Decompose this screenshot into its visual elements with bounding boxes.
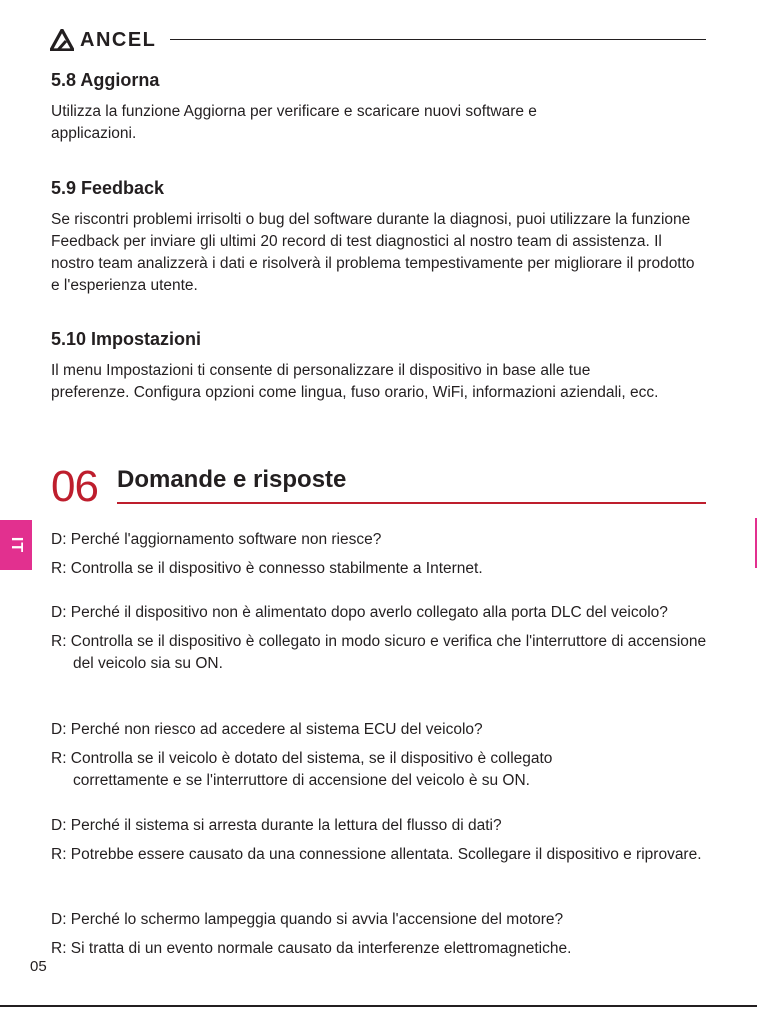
section-title: 5.9 Feedback bbox=[51, 178, 165, 198]
section-body: Utilizza la funzione Aggiorna per verificare e scaricare nuovi software e applicazioni. bbox=[51, 103, 537, 142]
faq-answer: R: Controlla se il dispositivo è connesso stabilmente a Internet. bbox=[51, 560, 483, 577]
faq-answer: R: Potrebbe essere causato da una connessione allentata. Scollegare il dispositivo e riprovare. bbox=[51, 846, 702, 863]
section-body: Il menu Impostazioni ti consente di personalizzare il dispositivo in base alle tue preferenze. Configura opzioni come lingua, fuso orario, WiFi, informazioni aziendali, ecc. bbox=[51, 362, 659, 401]
section-body: Se riscontri problemi irrisolti o bug del software durante la diagnosi, puoi utilizzare la funzione Feedback per inviare gli ultimi 20 record di test diagnostici al nostro team di assistenza. Il nostro team analizzerà i dati e risolverà il problema tempestivamente per migliorare il prodotto e l'esperienza utente. bbox=[51, 211, 695, 294]
chapter-title: Domande e risposte bbox=[117, 466, 347, 493]
faq-item bbox=[51, 719, 711, 792]
brand-name: ANCEL bbox=[80, 29, 157, 51]
page-header bbox=[50, 28, 706, 52]
faq-item bbox=[51, 815, 711, 866]
faq-answer: R: Controlla se il dispositivo è collegato in modo sicuro e verifica che l'interruttore di accensione del veicolo sia su ON. bbox=[51, 633, 707, 672]
section-title: 5.8 Aggiorna bbox=[51, 70, 160, 90]
language-tab-label: IT bbox=[8, 536, 25, 554]
section-title: 5.10 Impostazioni bbox=[51, 329, 202, 349]
section-update bbox=[51, 69, 707, 145]
footer-divider bbox=[0, 1005, 757, 1007]
faq-answer: R: Controlla se il veicolo è dotato del sistema, se il dispositivo è collegato correttamente e se l'interruttore di accensione del veicolo è su ON. bbox=[51, 750, 553, 789]
page-number: 05 bbox=[30, 958, 47, 975]
section-settings bbox=[51, 328, 707, 404]
brand-logo bbox=[50, 28, 156, 52]
faq-item bbox=[51, 602, 711, 675]
faq-question: D: Perché il sistema si arresta durante la lettura del flusso di dati? bbox=[51, 817, 502, 834]
faq-question: D: Perché il dispositivo non è alimentato dopo averlo collegato alla porta DLC del veicolo? bbox=[51, 604, 668, 621]
faq-question: D: Perché l'aggiornamento software non riesce? bbox=[51, 531, 382, 548]
chapter-heading bbox=[51, 460, 706, 511]
faq-question: D: Perché non riesco ad accedere al sistema ECU del veicolo? bbox=[51, 721, 483, 738]
language-tab bbox=[0, 520, 32, 570]
chapter-number: 06 bbox=[51, 462, 98, 511]
chapter-divider bbox=[117, 502, 706, 504]
ancel-logo-icon bbox=[50, 29, 74, 51]
faq-question: D: Perché lo schermo lampeggia quando si avvia l'accensione del motore? bbox=[51, 911, 564, 928]
section-feedback bbox=[51, 177, 707, 297]
faq-item bbox=[51, 529, 711, 580]
faq-answer: R: Si tratta di un evento normale causato da interferenze elettromagnetiche. bbox=[51, 940, 572, 957]
header-divider bbox=[170, 39, 706, 40]
faq-item bbox=[51, 909, 711, 960]
